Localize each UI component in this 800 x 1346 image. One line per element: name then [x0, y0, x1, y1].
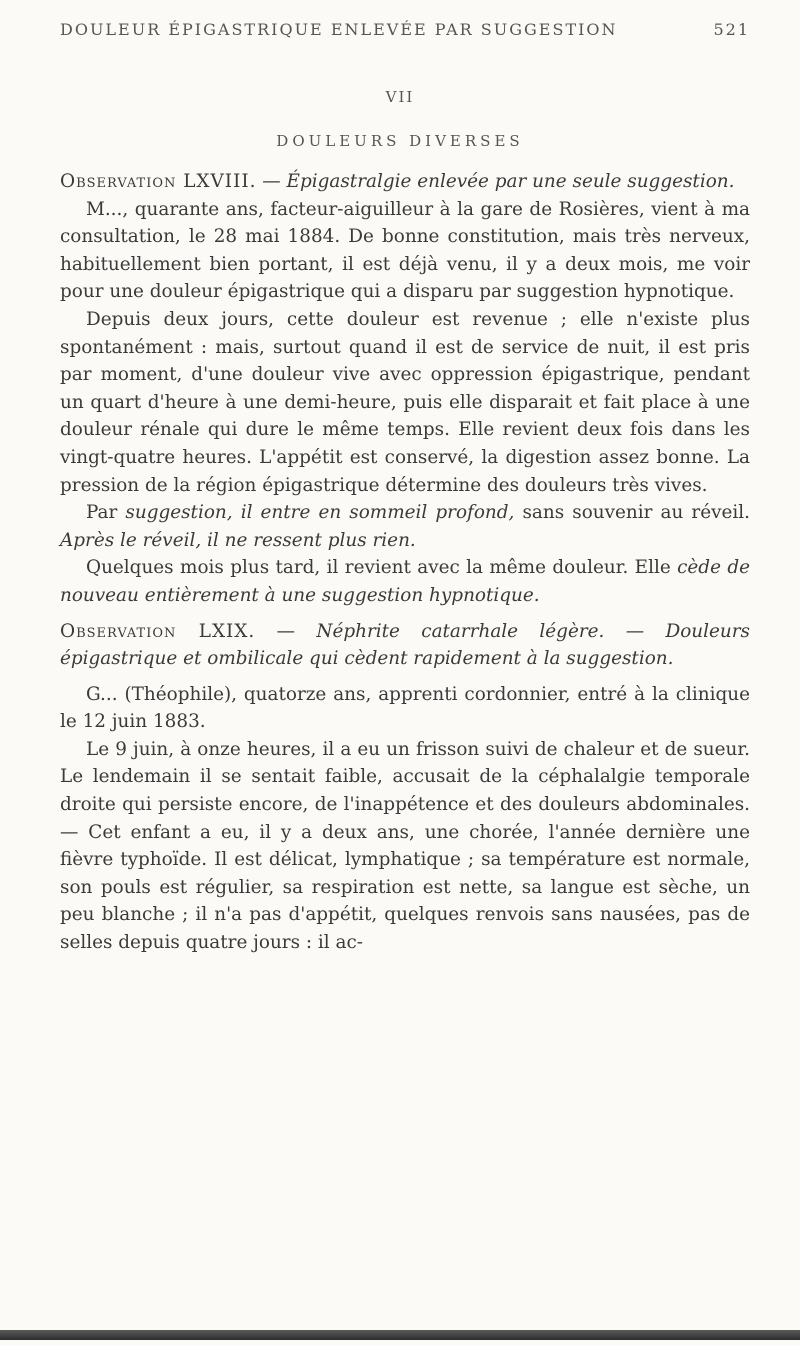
observation-title: Épigastralgie enlevée par une seule suggestion. — [286, 171, 735, 192]
paragraph: G... (Théophile), quatorze ans, apprenti cordonnier, entré à la clinique le 12 juin 1883. — [60, 683, 750, 733]
paragraph-italic: cède de nouveau entièrement à une suggestion hypnotique. — [60, 557, 750, 606]
paragraph-text: sans souvenir au réveil. — [514, 502, 750, 524]
paragraph-italic: suggestion, il entre en sommeil profond, — [125, 502, 515, 524]
running-head — [60, 20, 750, 50]
observation-heading: Observation LXIX. — Néphrite catarrhale légère. — Douleurs épigastrique et ombilicale qui cèdent rapidement à la suggestion. — [60, 620, 750, 670]
page-number: 521 — [713, 20, 750, 39]
section-number: VII — [385, 88, 415, 106]
paragraph-italic: Après le réveil, il ne ressent plus rien. — [60, 529, 416, 551]
page-bottom-edge — [0, 1330, 800, 1340]
running-title: DOULEUR ÉPIGASTRIQUE ENLEVÉE PAR SUGGESTION — [60, 20, 618, 39]
paragraph: Le 9 juin, à onze heures, il a eu un frisson suivi de chaleur et de sueur. Le lendemain il se sentait faible, accusait de la céphalalgie temporale droite qui persiste encore, de l'inappétence et des douleurs abdominales. — Cet enfant a eu, il y a deux ans, une chorée, l'année dernière une fièvre typhoïde. Il est délicat, lymphatique ; sa température est normale, son pouls est régulier, sa respiration est nette, sa langue est sèche, un peu blanche ; il n'a pas d'appétit, quelques renvois sans nausées, pas de selles depuis quatre jours : il ac- — [60, 738, 750, 954]
observation-heading: Observation LXVIII. — Épigastralgie enlevée par une seule suggestion. — [60, 171, 735, 192]
paragraph: M..., quarante ans, facteur-aiguilleur à la gare de Rosières, vient à ma consultation, le 28 mai 1884. De bonne constitution, mais très nerveux, habituellement bien portant, il est déjà venu, il y a deux mois, me voir pour une douleur épigastrique qui a disparu par suggestion hypnotique. — [60, 198, 750, 303]
observation-label: Observation LXVIII. — [60, 171, 257, 192]
observation-title: Néphrite catarrhale légère. — Douleurs épigastrique et ombilicale qui cèdent rapidement à la suggestion. — [60, 620, 750, 670]
paragraph: Depuis deux jours, cette douleur est revenue ; elle n'existe plus spontanément : mais, surtout quand il est de service de nuit, il est pris par moment, d'une douleur vive avec oppression épigastrique, pendant un quart d'heure à une demi-heure, puis elle disparait et fait place à une douleur rénale qui dure le même temps. Elle revient deux fois dans les vingt-quatre heures. L'appétit est conservé, la digestion assez bonne. La pression de la région épigastrique détermine des douleurs très vives. — [60, 308, 750, 496]
paragraph-text: Quelques mois plus tard, il revient avec la même douleur. Elle — [86, 557, 678, 579]
observation-label: Observation LXIX. — [60, 620, 256, 642]
paragraph — [60, 554, 750, 609]
body-text — [60, 168, 750, 957]
paragraph-text: Par — [86, 502, 126, 524]
section-title: DOULEURS DIVERSES — [276, 132, 524, 150]
paragraph — [60, 499, 750, 554]
